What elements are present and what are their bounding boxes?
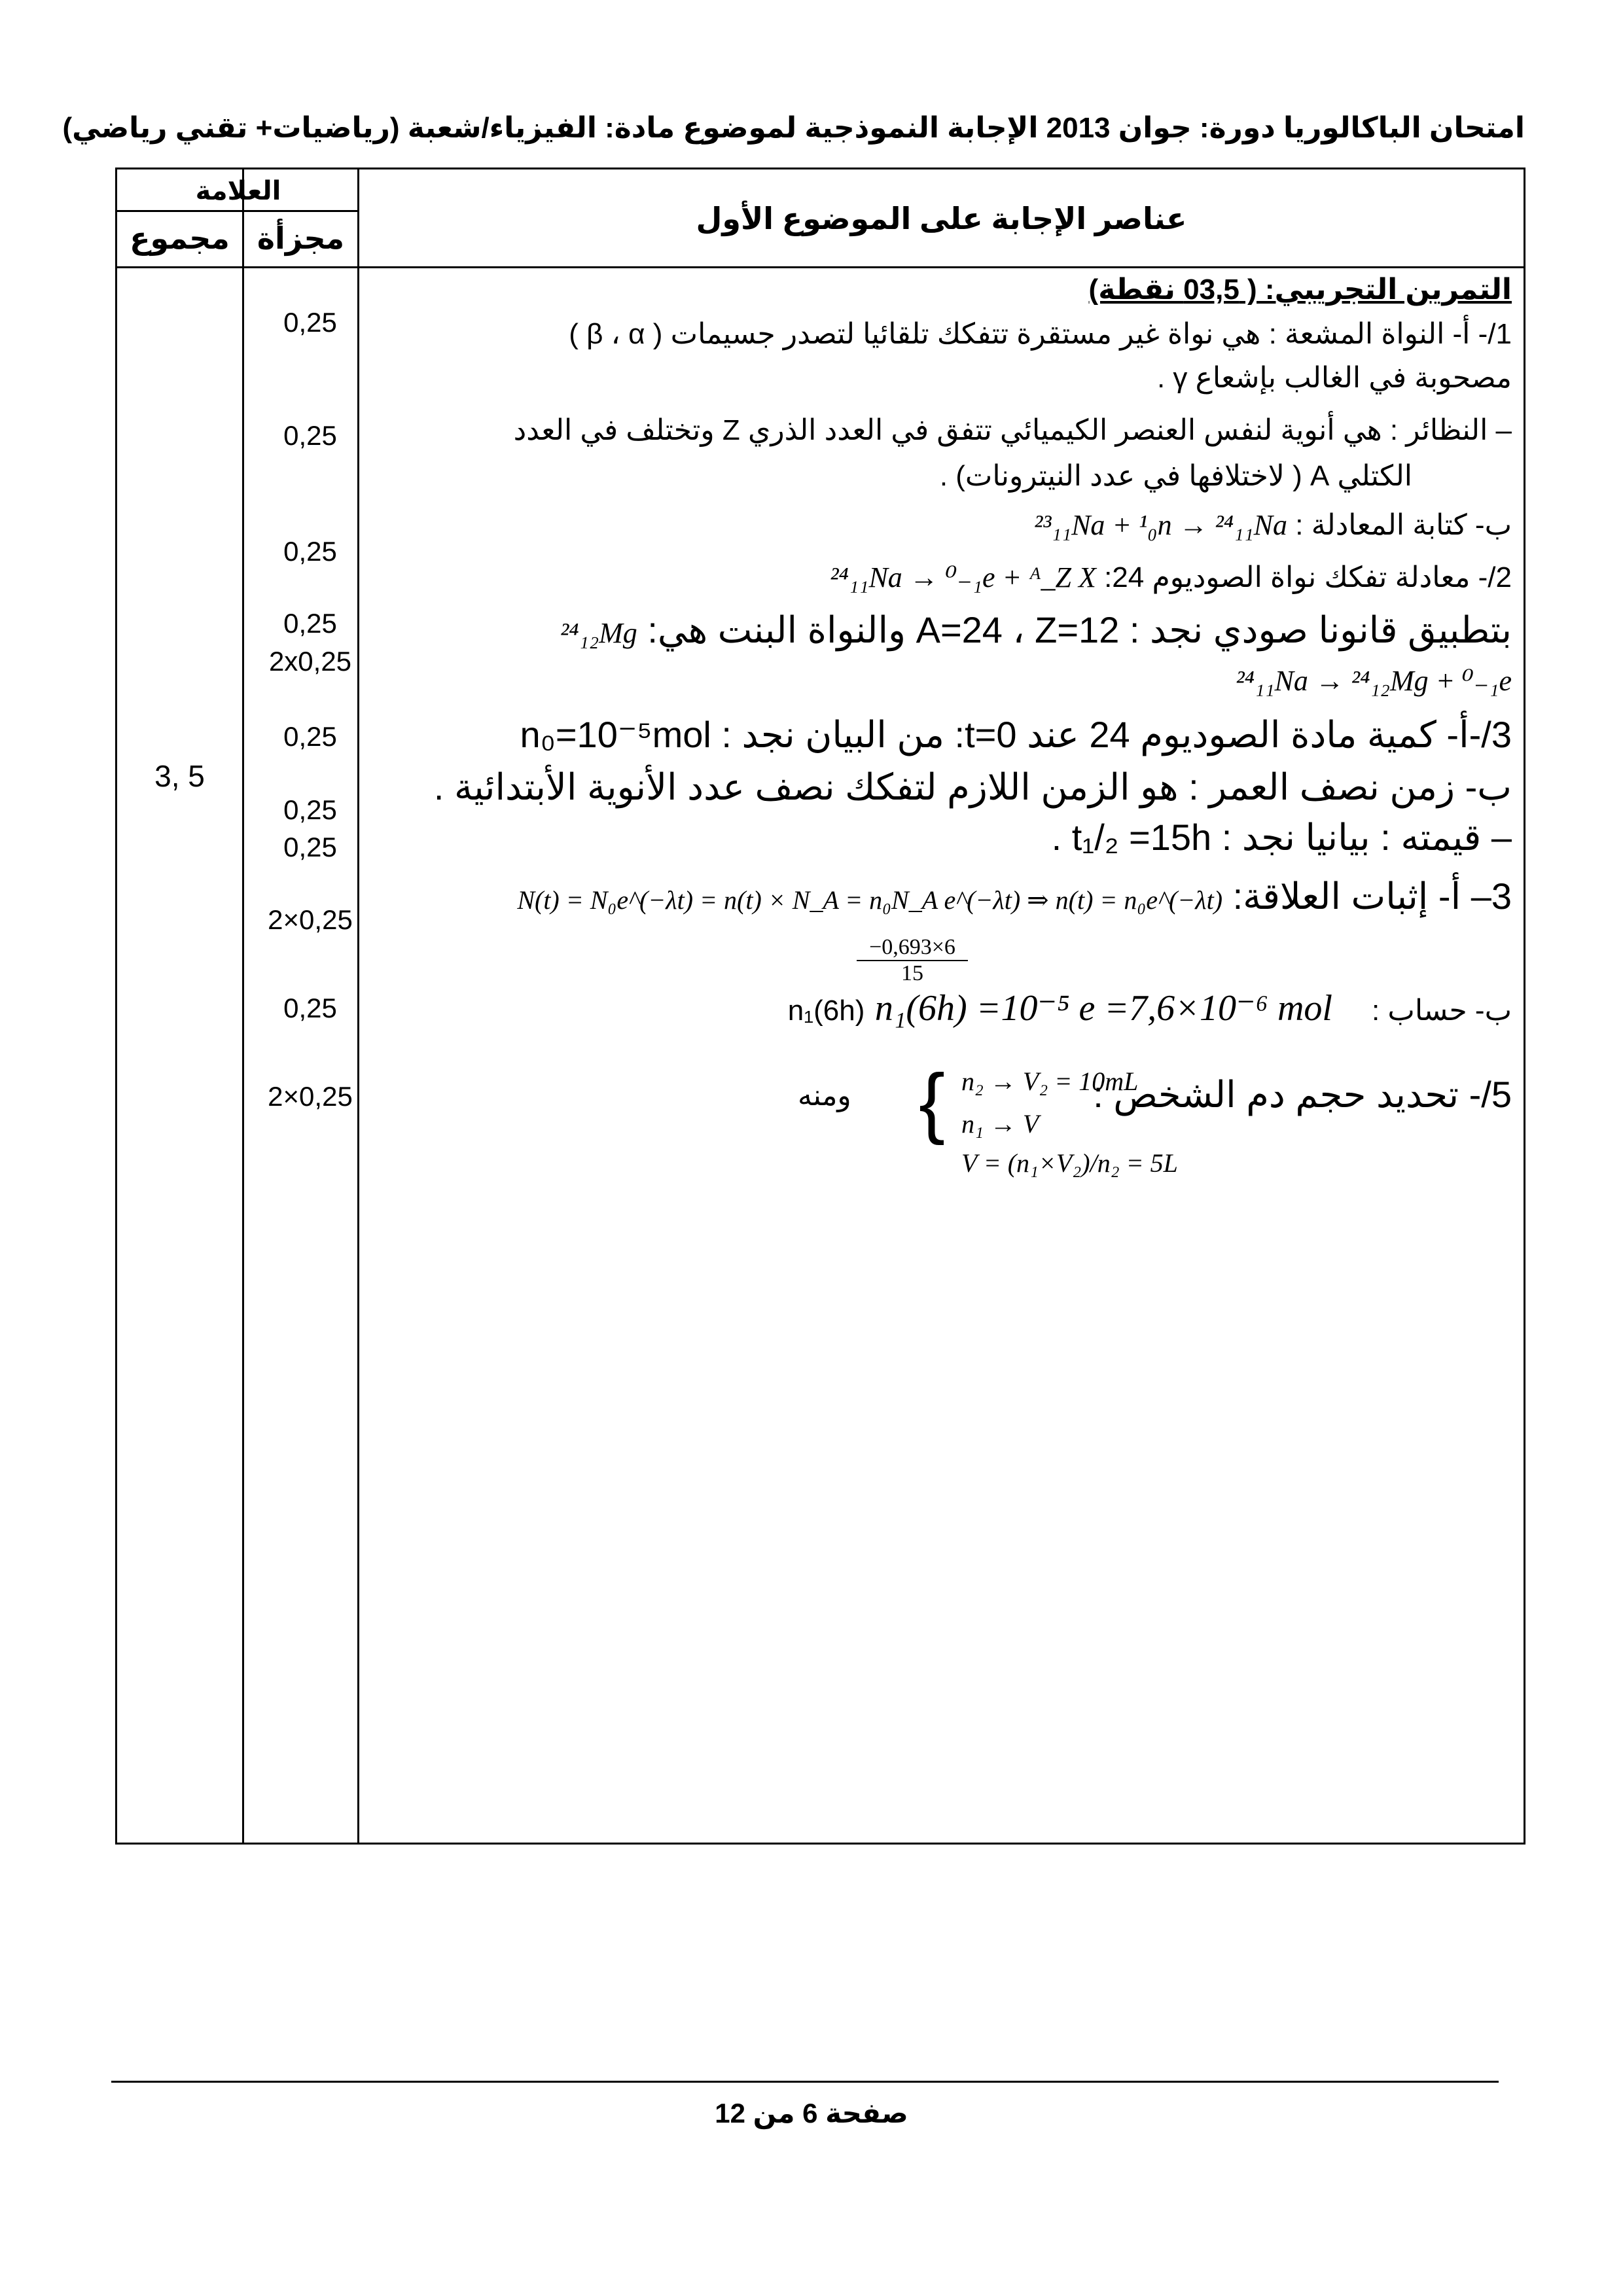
q1b-equation: ²³₁₁Na + ¹₀n → ²⁴₁₁Na <box>1034 509 1288 541</box>
answer-q3-value: – قيمته : بيانيا نجد : t₁/₂ =15h . <box>1051 817 1512 858</box>
answer-q3b: ب- زمن نصف العمر : هو الزمن اللازم لتفكك نصف عدد الأنوية الأبتدائية . <box>433 766 1512 807</box>
answer-table <box>115 168 1525 1845</box>
q5-system <box>961 1066 1138 1139</box>
answer-isotopes-line2: الكتلي A ( لاختلافها في عدد النيترونات) . <box>939 460 1412 492</box>
q2-label: 2/- معادلة تفكك نواة الصوديوم 24: <box>1104 561 1512 593</box>
q3-calc-label: ب- حساب :n₁(6h) <box>787 995 1512 1027</box>
part-score: 0,25 <box>283 794 337 825</box>
part-score: 0,25 <box>283 307 337 338</box>
part-score: 0,25 <box>283 993 337 1023</box>
column-total-header: مجموع <box>130 221 230 255</box>
answer-isotopes-line1: – النظائر : هي أنوية لنفس العنصر الكيميائي تتفق في العدد الذري Z وتختلف في العدد <box>513 414 1512 446</box>
q2-equation: ²⁴₁₁Na → ⁰₋₁e + ᴬ_Z X <box>830 561 1096 593</box>
answer-q1a-line2: مصحوبة في الغالب بإشعاع γ . <box>1156 362 1512 394</box>
column-answer-header: عناصر الإجابة على الموضوع الأول <box>696 202 1187 236</box>
header-divider <box>117 210 359 212</box>
q2-soddy-text: بتطبيق قانونا صودي نجد : A=24 ، Z=12 والنواة البنت هي: <box>647 609 1512 650</box>
answer-q3a: 3/-أ- كمية مادة الصوديوم 24 عند t=0: من البيان نجد : n₀=10⁻⁵mol <box>520 714 1512 755</box>
answer-q2-final <box>359 665 1524 697</box>
footer-divider <box>111 2081 1499 2083</box>
q2-daughter-nucleus: ²⁴₁₂Mg <box>560 617 637 649</box>
q3-proof-equation: N(t) = N₀e^(−λt) = n(t) × N_A = n₀N_A e^(−λt) ⇒ n(t) = n₀e^(−λt) <box>517 885 1223 915</box>
part-score: 2×0,25 <box>268 1081 353 1112</box>
part-score: 0,25 <box>283 608 337 639</box>
column-divider <box>242 169 244 1843</box>
answer-q1b <box>359 510 1524 541</box>
brace-icon: { <box>919 1058 946 1146</box>
q5-system-line2: n₁ → V <box>961 1109 1039 1139</box>
q3-calc-equation: n₁(6h) =10⁻⁵ e =7,6×10⁻⁶ mol <box>874 988 1332 1029</box>
part-score: 2x0,25 <box>268 646 352 677</box>
answer-q1a-line1: 1/- أ- النواة المشعة : هي نواة غير مستقرة تتفكك تلقائيا لتصدر جسيمات ( β ، α ) <box>569 318 1512 350</box>
header-bottom-line <box>117 266 1524 268</box>
page-number: صفحة 6 من 12 <box>715 2098 908 2128</box>
q5-system-line1: n₂ → V₂ = 10mL <box>961 1067 1139 1096</box>
exercise-title: التمرين التجريبي: ( 03,5 نقطة) <box>1088 274 1512 306</box>
document-header: امتحان الباكالوريا دورة: جوان 2013 الإجابة النموذجية لموضوع مادة: الفيزياء/شعبة (رياضيات+ تقني رياضي) <box>62 112 1525 144</box>
q3-exponent-denominator: 15 <box>901 961 923 985</box>
answer-q3-proof <box>359 876 1524 917</box>
part-score: 0,25 <box>283 721 337 752</box>
part-score: 0,25 <box>283 832 337 862</box>
answer-q2-soddy <box>359 610 1524 650</box>
q3-exponent-numerator: −0,693×6 <box>857 935 968 961</box>
part-score: 0,25 <box>283 536 337 567</box>
q5-result: V = (n₁×V₂)/n₂ = 5L <box>961 1148 1178 1178</box>
q2-final-equation: ²⁴₁₁Na → ²⁴₁₂Mg + ⁰₋₁e <box>1236 665 1512 697</box>
answer-q5-label: 5/- تحديد حجم دم الشخص : <box>1093 1074 1512 1115</box>
q3-proof-label: 3– أ- إثبات العلاقة: <box>1232 875 1512 917</box>
part-score: 0,25 <box>283 420 337 451</box>
q5-hence: ومنه <box>798 1080 851 1112</box>
part-score: 2×0,25 <box>268 904 353 935</box>
q3-exponent <box>857 935 968 986</box>
answer-q3-calc <box>359 987 1524 1029</box>
grade-header: العلامة <box>195 177 281 205</box>
column-part-header: مجزأة <box>257 221 345 255</box>
q1b-label: ب- كتابة المعادلة : <box>1295 509 1512 541</box>
answer-q2 <box>359 562 1524 593</box>
total-score: 3, 5 <box>154 759 205 793</box>
